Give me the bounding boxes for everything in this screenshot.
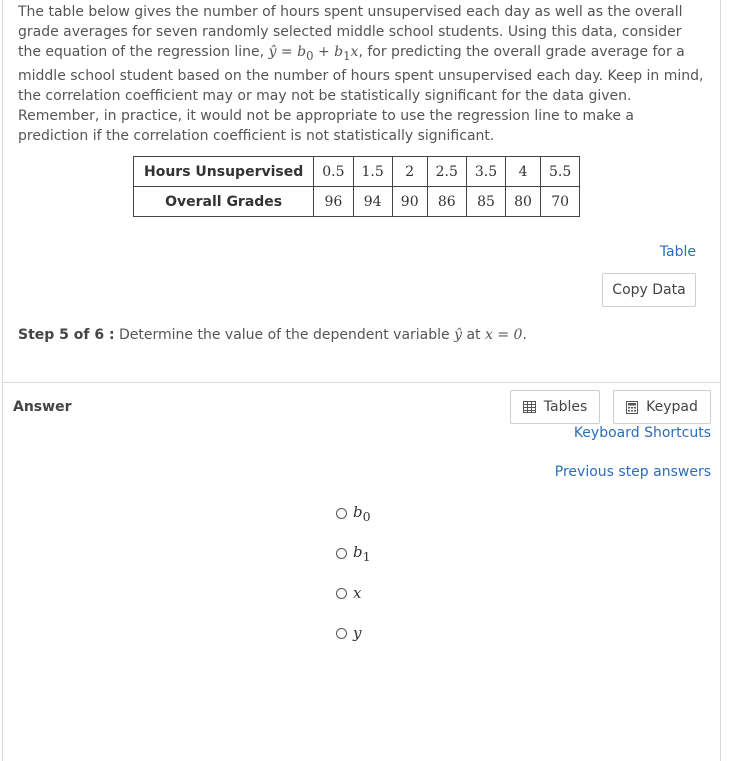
answer-options [336,503,371,663]
copy-data-label: Copy Data [612,282,686,298]
table-cell: 0.5 [314,157,353,187]
table-cell: 4 [506,157,541,187]
table-cell: 2.5 [427,157,466,187]
option-y[interactable] [336,623,371,643]
radio-button[interactable] [336,508,347,519]
calculator-icon [626,401,638,414]
tables-button[interactable] [510,390,600,424]
previous-step-answers-link[interactable]: Previous step answers [554,464,711,480]
option-label: $b_0$ [353,502,371,524]
table-cell: 96 [314,187,353,217]
tables-label: Tables [543,399,588,415]
table-row-hours [134,157,580,187]
table-cell: 94 [353,187,392,217]
option-label: $b_1$ [353,542,371,564]
table-cell: 80 [506,187,541,217]
row-header-hours: Hours Unsupervised [134,157,314,187]
data-table [133,156,580,217]
copy-data-button[interactable] [602,273,696,307]
table-grid-icon [523,401,536,413]
keyboard-shortcuts-link[interactable]: Keyboard Shortcuts [573,425,711,441]
table-cell: 3.5 [466,157,505,187]
table-link[interactable]: Table [659,244,696,260]
step-prompt: Step 5 of 6 : Determine the value of the dependent variable ŷ at x = 0. [18,327,527,343]
radio-button[interactable] [336,628,347,639]
table-cell: 2 [392,157,427,187]
section-divider [3,382,720,383]
radio-button[interactable] [336,588,347,599]
step-label: Step 5 of 6 : [18,327,115,343]
table-cell: 90 [392,187,427,217]
option-x[interactable] [336,583,371,603]
answer-label: Answer [13,399,72,415]
table-cell: 85 [466,187,505,217]
regression-equation: ŷ = $b_0 + b_1x$ [268,44,359,63]
table-cell: 86 [427,187,466,217]
keypad-label: Keypad [646,399,698,415]
row-header-grades: Overall Grades [134,187,314,217]
table-cell: 5.5 [540,157,579,187]
table-cell: 70 [540,187,579,217]
option-b1[interactable] [336,543,371,563]
problem-statement: The table below gives the number of hours spent unsupervised each day as well as the overall grade averages for seven randomly selected middle school students. Using this data, consider the equation of the regression line, ŷ = $b_0 + b_1x$, for predicting the overall grade average for a middle school student based on the number of hours spent unsupervised each day. Keep in mind, the correlation coefficient may or may not be statistically significant for the data given. Remember, in practice, it would not be appropriate to use the regression line to make a prediction if the correlation coefficient is not statistically significant. [18,4,704,144]
table-row-grades [134,187,580,217]
option-label: y [353,624,362,642]
option-label: x [353,584,362,602]
option-b0[interactable] [336,503,371,523]
table-cell: 1.5 [353,157,392,187]
keypad-button[interactable] [613,390,711,424]
radio-button[interactable] [336,548,347,559]
